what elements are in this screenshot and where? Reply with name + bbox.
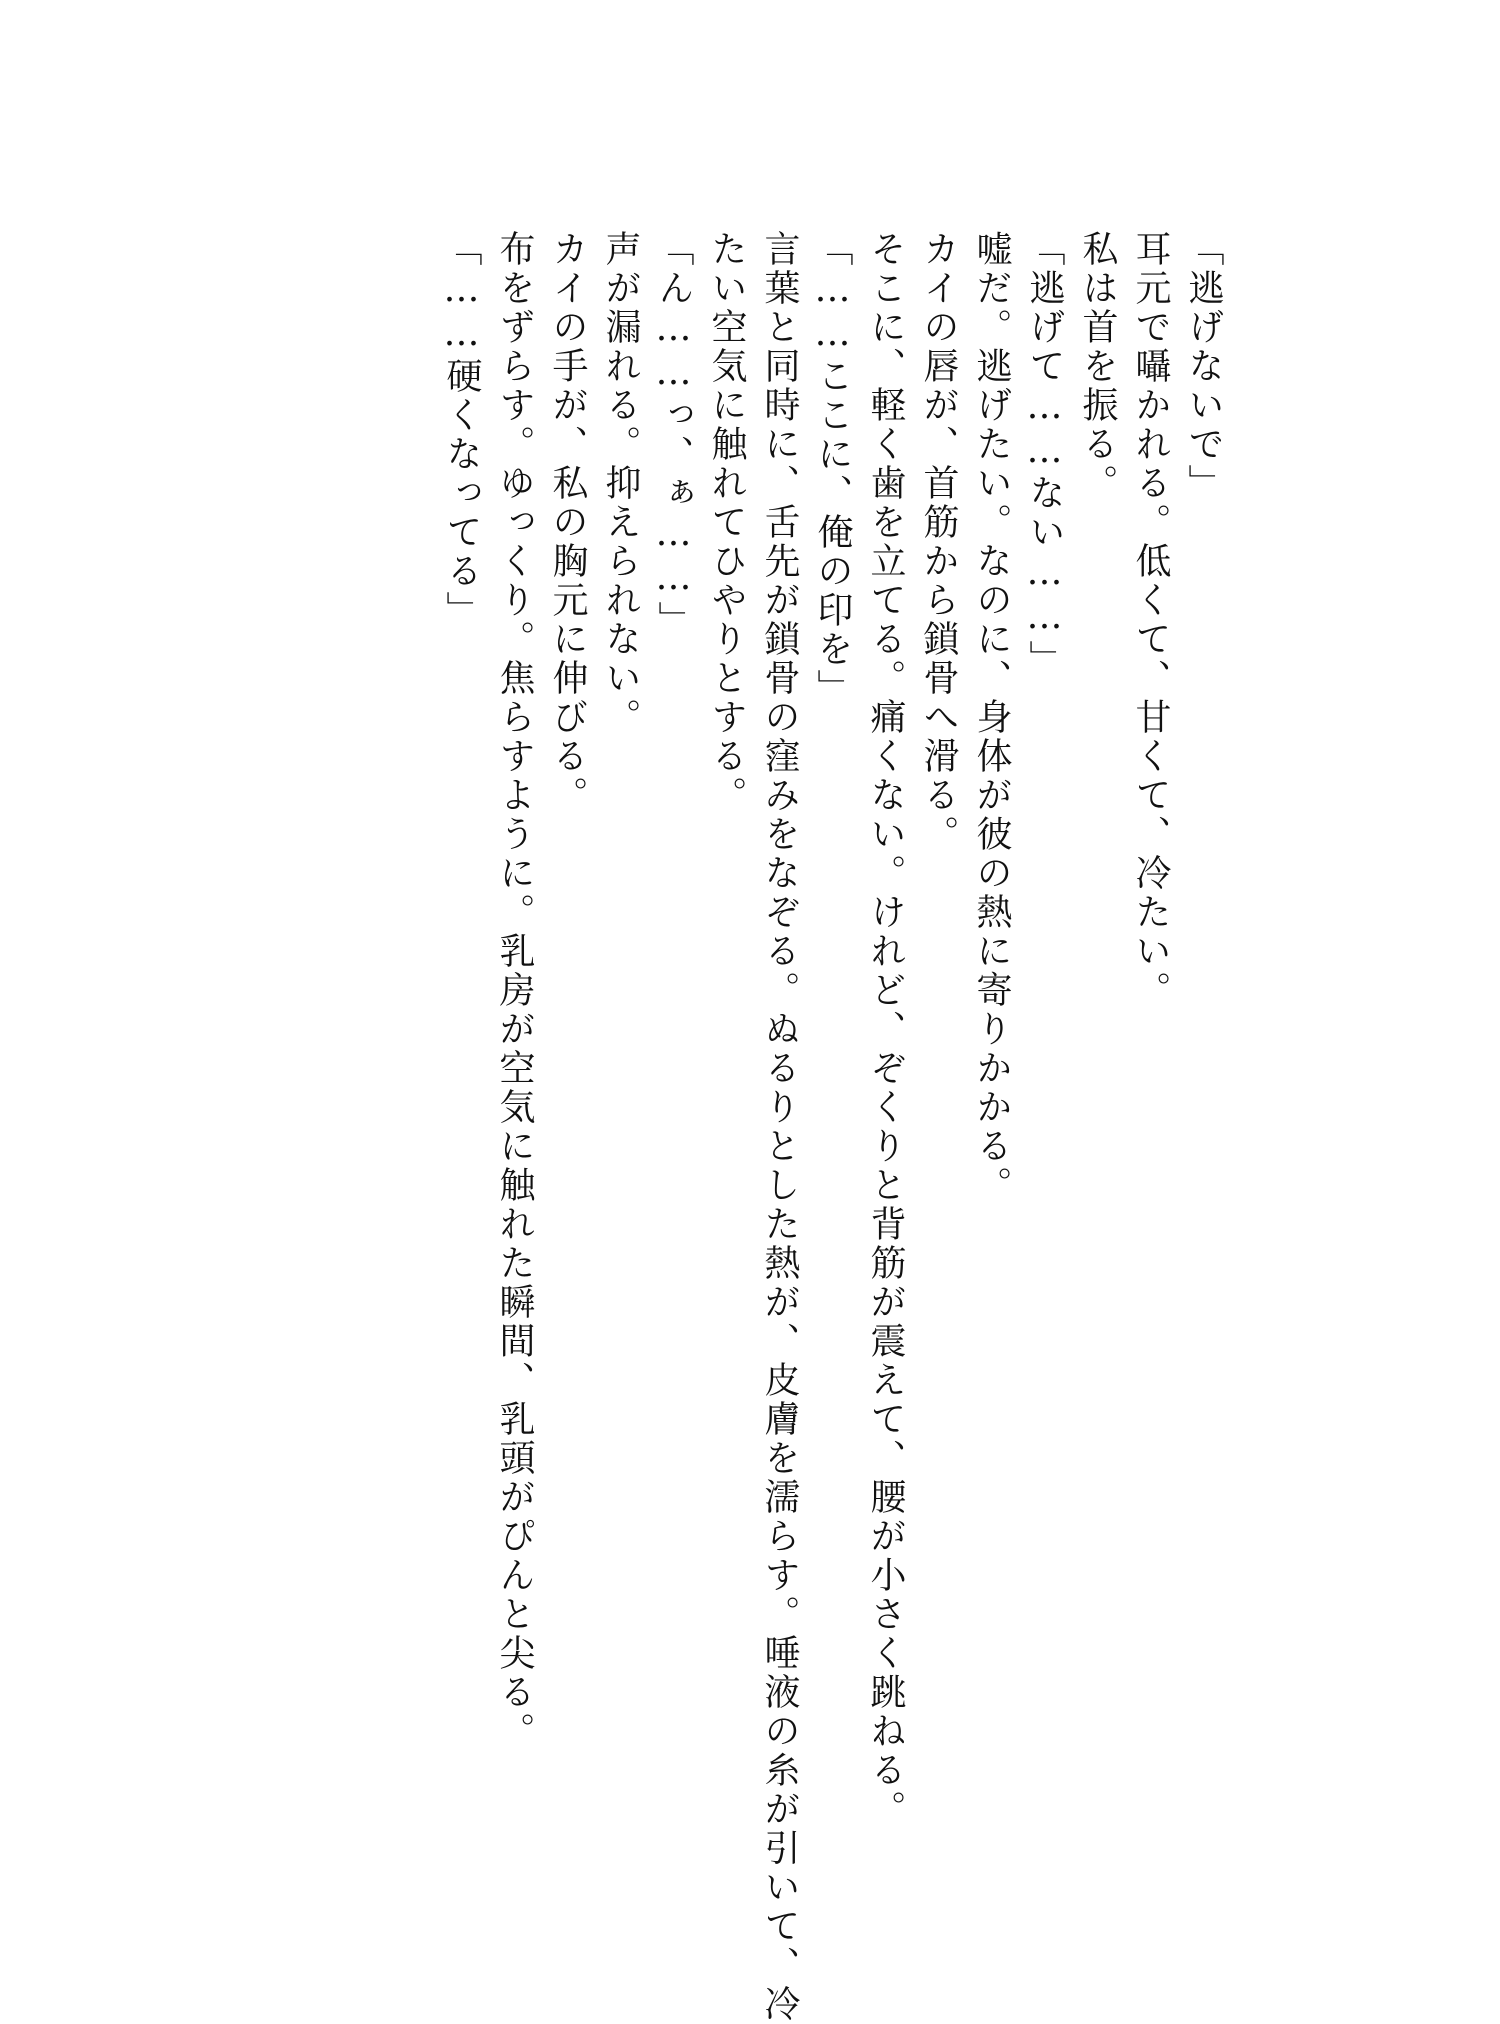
text-line-3: 私は首を振る。	[1077, 230, 1118, 503]
text-line-7: そこに、軽く歯を立てる。痛くない。けれど、ぞくりと背筋が震えて、腰が小さく跳ねる。	[865, 230, 906, 1829]
text-line-1: 「逃げないで」	[1183, 230, 1224, 503]
text-line-15: 「……硬くなってる」	[441, 230, 482, 630]
text-line-13: カイの手が、私の胸元に伸びる。	[547, 230, 588, 815]
text-line-5: 嘘だ。逃げたい。なのに、身体が彼の熱に寄りかかる。	[971, 230, 1012, 1205]
text-line-12: 声が漏れる。抑えられない。	[600, 230, 641, 737]
text-line-4: 「逃げて……ない……」	[1024, 230, 1065, 679]
text-line-14: 布をずらす。ゆっくり。焦らすように。乳房が空気に触れた瞬間、乳頭がぴんと尖る。	[494, 230, 535, 1751]
text-line-9: 言葉と同時に、舌先が鎖骨の窪みをなぞる。ぬるりとした熱が、皮膚を濡らす。唾液の糸が引いて、冷	[759, 230, 800, 2024]
text-line-8: 「……ここに、俺の印を」	[812, 230, 853, 708]
text-line-6: カイの唇が、首筋から鎖骨へ滑る。	[918, 230, 959, 854]
text-line-2: 耳元で囁かれる。低くて、甘くて、冷たい。	[1130, 230, 1171, 1010]
text-line-11: 「ん……っ、ぁ……」	[653, 230, 694, 640]
vertical-text-body	[435, 230, 1230, 2024]
text-line-10: たい空気に触れてひやりとする。	[706, 230, 747, 815]
